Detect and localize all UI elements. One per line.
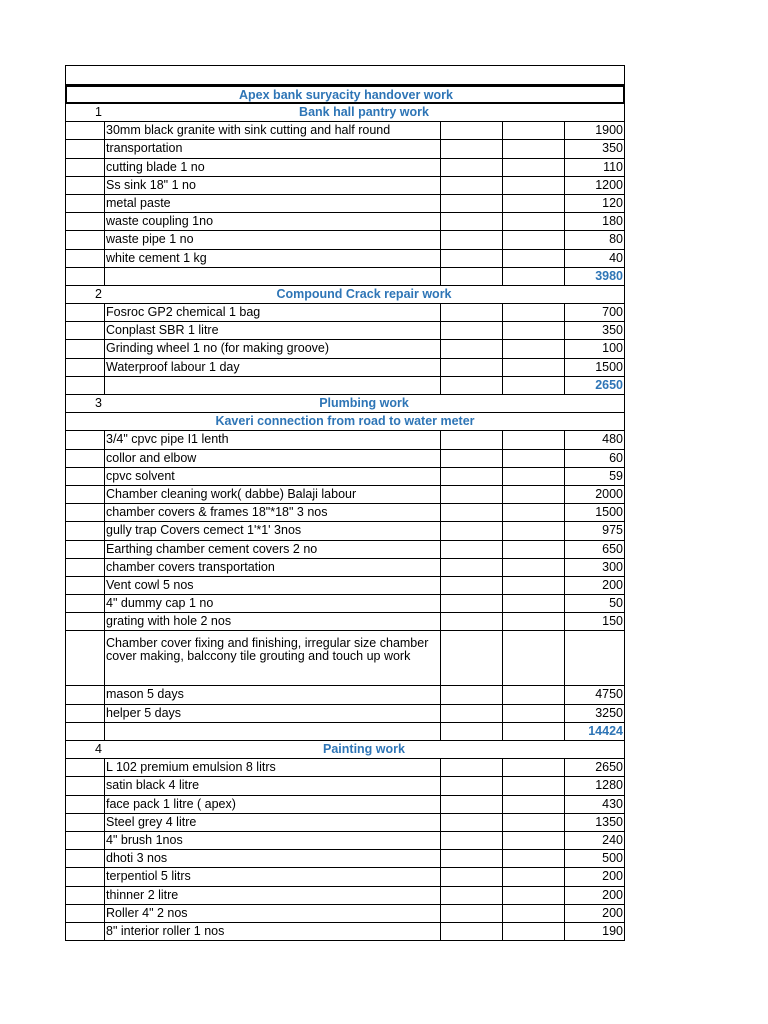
item-amount: 480 [564, 431, 624, 448]
item-qty-cell [440, 504, 502, 521]
item-amount: 240 [564, 832, 624, 849]
item-number-cell [66, 595, 104, 612]
item-amount: 59 [564, 468, 624, 485]
item-qty-cell [440, 486, 502, 503]
item-rate-cell [502, 759, 564, 776]
item-row [65, 250, 625, 268]
total-rate-cell [502, 268, 564, 285]
item-rate-cell [502, 431, 564, 448]
item-rate-cell [502, 868, 564, 885]
total-rate-cell [502, 723, 564, 740]
item-amount: 200 [564, 868, 624, 885]
item-rate-cell [502, 522, 564, 539]
item-qty-cell [440, 686, 502, 703]
item-number-cell [66, 450, 104, 467]
item-row [65, 504, 625, 522]
item-number-cell [66, 796, 104, 813]
item-number-cell [66, 431, 104, 448]
item-amount: 700 [564, 304, 624, 321]
section-title: Bank hall pantry work [299, 105, 429, 119]
item-amount: 120 [564, 195, 624, 212]
item-number-cell [66, 868, 104, 885]
item-row [65, 796, 625, 814]
item-description: Chamber cleaning work( dabbe) Balaji labour [104, 486, 440, 503]
item-number-cell [66, 213, 104, 230]
item-number-cell [66, 814, 104, 831]
item-number-cell [66, 304, 104, 321]
item-description: satin black 4 litre [104, 777, 440, 794]
item-rate-cell [502, 923, 564, 940]
item-row [65, 887, 625, 905]
item-amount: 180 [564, 213, 624, 230]
item-rate-cell [502, 468, 564, 485]
item-number-cell [66, 777, 104, 794]
item-row [65, 686, 625, 704]
item-rate-cell [502, 486, 564, 503]
section-title: Compound Crack repair work [276, 286, 452, 301]
item-description: Fosroc GP2 chemical 1 bag [104, 304, 440, 321]
item-rate-cell [502, 340, 564, 357]
item-qty-cell [440, 250, 502, 267]
item-rate-cell [502, 796, 564, 813]
item-amount: 190 [564, 923, 624, 940]
item-rate-cell [502, 777, 564, 794]
item-number-cell [66, 468, 104, 485]
item-number-cell [66, 195, 104, 212]
item-amount: 350 [564, 140, 624, 157]
item-rate-cell [502, 504, 564, 521]
section-total: 2650 [564, 377, 624, 394]
item-row [65, 613, 625, 631]
item-amount: 500 [564, 850, 624, 867]
item-description: waste coupling 1no [104, 213, 440, 230]
section-number: 2 [95, 286, 102, 301]
section-header-row [65, 104, 625, 122]
item-rate-cell [502, 832, 564, 849]
item-number-cell [66, 140, 104, 157]
item-amount: 150 [564, 613, 624, 630]
item-row [65, 195, 625, 213]
total-label-cell [104, 377, 440, 394]
item-rate-cell [502, 559, 564, 576]
item-row [65, 431, 625, 449]
item-row [65, 814, 625, 832]
section-header-row [65, 395, 625, 413]
item-amount: 1500 [564, 359, 624, 376]
item-rate-cell [502, 195, 564, 212]
section-total-row [65, 377, 625, 395]
item-description: transportation [104, 140, 440, 157]
item-description: Grinding wheel 1 no (for making groove) [104, 340, 440, 357]
item-amount: 110 [564, 159, 624, 176]
total-qty-cell [440, 377, 502, 394]
item-amount: 1280 [564, 777, 624, 794]
item-description: dhoti 3 nos [104, 850, 440, 867]
item-description: 30mm black granite with sink cutting and half round [104, 122, 440, 139]
item-number-cell [66, 122, 104, 139]
item-rate-cell [502, 705, 564, 722]
item-qty-cell [440, 140, 502, 157]
section-title: Painting work [323, 742, 405, 756]
item-qty-cell [440, 850, 502, 867]
item-description: helper 5 days [104, 705, 440, 722]
item-description: Conplast SBR 1 litre [104, 322, 440, 339]
item-qty-cell [440, 468, 502, 485]
item-qty-cell [440, 541, 502, 558]
item-row [65, 595, 625, 613]
item-rate-cell [502, 450, 564, 467]
item-rate-cell [502, 231, 564, 248]
item-qty-cell [440, 522, 502, 539]
item-amount: 100 [564, 340, 624, 357]
item-number-cell [66, 577, 104, 594]
item-description: Chamber cover fixing and finishing, irregular size chamber cover making, balccony tile grouting and touch up work [104, 631, 440, 685]
item-number-cell [66, 686, 104, 703]
section-number: 4 [95, 742, 102, 756]
item-row [65, 759, 625, 777]
item-amount: 300 [564, 559, 624, 576]
item-description: L 102 premium emulsion 8 litrs [104, 759, 440, 776]
total-label-cell [104, 723, 440, 740]
item-amount [564, 631, 624, 685]
item-amount: 1900 [564, 122, 624, 139]
item-row [65, 122, 625, 140]
item-qty-cell [440, 577, 502, 594]
item-rate-cell [502, 304, 564, 321]
item-qty-cell [440, 777, 502, 794]
item-rate-cell [502, 577, 564, 594]
item-number-cell [66, 541, 104, 558]
item-number-cell [66, 887, 104, 904]
item-qty-cell [440, 231, 502, 248]
item-rate-cell [502, 613, 564, 630]
item-qty-cell [440, 122, 502, 139]
section-number: 3 [95, 396, 102, 410]
item-number-cell [66, 359, 104, 376]
item-description: thinner 2 litre [104, 887, 440, 904]
item-row [65, 705, 625, 723]
item-description: 3/4" cpvc pipe I1 lenth [104, 431, 440, 448]
item-number-cell [66, 759, 104, 776]
item-amount: 50 [564, 595, 624, 612]
spreadsheet-table [65, 65, 625, 941]
total-qty-cell [440, 268, 502, 285]
item-description: Vent cowl 5 nos [104, 577, 440, 594]
item-description: Steel grey 4 litre [104, 814, 440, 831]
item-rate-cell [502, 905, 564, 922]
section-header-row [65, 286, 625, 304]
item-amount: 650 [564, 541, 624, 558]
item-amount: 430 [564, 796, 624, 813]
item-qty-cell [440, 868, 502, 885]
item-number-cell [66, 631, 104, 685]
item-rate-cell [502, 595, 564, 612]
item-number-cell [66, 340, 104, 357]
section-total: 3980 [564, 268, 624, 285]
item-amount: 4750 [564, 686, 624, 703]
item-row [65, 522, 625, 540]
item-rate-cell [502, 250, 564, 267]
item-number-cell [66, 159, 104, 176]
item-amount: 975 [564, 522, 624, 539]
item-qty-cell [440, 613, 502, 630]
item-description: Roller 4" 2 nos [104, 905, 440, 922]
item-row [65, 468, 625, 486]
item-qty-cell [440, 887, 502, 904]
total-number-cell [66, 723, 104, 740]
item-rate-cell [502, 631, 564, 685]
item-rate-cell [502, 322, 564, 339]
item-number-cell [66, 905, 104, 922]
item-qty-cell [440, 213, 502, 230]
item-qty-cell [440, 340, 502, 357]
item-row [65, 140, 625, 158]
item-rate-cell [502, 359, 564, 376]
item-description: cpvc solvent [104, 468, 440, 485]
item-qty-cell [440, 923, 502, 940]
item-row [65, 213, 625, 231]
item-qty-cell [440, 450, 502, 467]
item-number-cell [66, 250, 104, 267]
item-qty-cell [440, 832, 502, 849]
item-qty-cell [440, 814, 502, 831]
section-subtitle: Kaveri connection from road to water meter [215, 414, 475, 429]
item-amount: 1500 [564, 504, 624, 521]
total-number-cell [66, 268, 104, 285]
section-total: 14424 [564, 723, 624, 740]
item-description: mason 5 days [104, 686, 440, 703]
item-amount: 200 [564, 887, 624, 904]
item-description: 4" brush 1nos [104, 832, 440, 849]
total-label-cell [104, 268, 440, 285]
item-row [65, 450, 625, 468]
item-rate-cell [502, 887, 564, 904]
item-description: white cement 1 kg [104, 250, 440, 267]
item-description: 8" interior roller 1 nos [104, 923, 440, 940]
item-amount: 1350 [564, 814, 624, 831]
item-description: grating with hole 2 nos [104, 613, 440, 630]
item-row [65, 850, 625, 868]
item-qty-cell [440, 631, 502, 685]
item-description: face pack 1 litre ( apex) [104, 796, 440, 813]
item-amount: 200 [564, 577, 624, 594]
item-description: chamber covers transportation [104, 559, 440, 576]
item-amount: 350 [564, 322, 624, 339]
item-rate-cell [502, 850, 564, 867]
document-title: Apex bank suryacity handover work [239, 88, 453, 102]
item-row [65, 177, 625, 195]
item-row [65, 304, 625, 322]
item-number-cell [66, 322, 104, 339]
section-number: 1 [95, 105, 102, 119]
item-row [65, 777, 625, 795]
item-qty-cell [440, 304, 502, 321]
item-row [65, 359, 625, 377]
item-qty-cell [440, 359, 502, 376]
blank-header-row [65, 65, 625, 85]
item-number-cell [66, 832, 104, 849]
item-amount: 3250 [564, 705, 624, 722]
item-description: waste pipe 1 no [104, 231, 440, 248]
item-qty-cell [440, 159, 502, 176]
item-number-cell [66, 177, 104, 194]
item-rate-cell [502, 177, 564, 194]
item-qty-cell [440, 905, 502, 922]
item-description: metal paste [104, 195, 440, 212]
item-description: gully trap Covers cemect 1'*1' 3nos [104, 522, 440, 539]
item-description: cutting blade 1 no [104, 159, 440, 176]
item-amount: 2000 [564, 486, 624, 503]
item-qty-cell [440, 431, 502, 448]
item-row [65, 559, 625, 577]
item-row [65, 905, 625, 923]
item-qty-cell [440, 705, 502, 722]
item-row [65, 486, 625, 504]
item-row [65, 868, 625, 886]
item-row [65, 541, 625, 559]
total-qty-cell [440, 723, 502, 740]
item-row [65, 159, 625, 177]
item-rate-cell [502, 686, 564, 703]
item-rate-cell [502, 541, 564, 558]
item-number-cell [66, 231, 104, 248]
item-rate-cell [502, 213, 564, 230]
section-total-row [65, 268, 625, 286]
item-number-cell [66, 559, 104, 576]
item-description: terpentiol 5 litrs [104, 868, 440, 885]
section-subtitle-row [65, 413, 625, 431]
item-qty-cell [440, 195, 502, 212]
item-description: Earthing chamber cement covers 2 no [104, 541, 440, 558]
item-rate-cell [502, 122, 564, 139]
item-row [65, 577, 625, 595]
item-row [65, 832, 625, 850]
section-header-row [65, 741, 625, 759]
item-amount: 2650 [564, 759, 624, 776]
item-amount: 40 [564, 250, 624, 267]
item-description: chamber covers & frames 18"*18" 3 nos [104, 504, 440, 521]
item-number-cell [66, 522, 104, 539]
item-rate-cell [502, 814, 564, 831]
item-rate-cell [502, 140, 564, 157]
item-number-cell [66, 705, 104, 722]
item-row [65, 231, 625, 249]
section-title: Plumbing work [319, 396, 409, 410]
item-number-cell [66, 613, 104, 630]
item-qty-cell [440, 796, 502, 813]
section-total-row [65, 723, 625, 741]
document-title-row [65, 85, 625, 104]
item-number-cell [66, 486, 104, 503]
item-row [65, 923, 625, 941]
item-number-cell [66, 923, 104, 940]
item-qty-cell [440, 177, 502, 194]
item-description: collor and elbow [104, 450, 440, 467]
item-qty-cell [440, 322, 502, 339]
total-number-cell [66, 377, 104, 394]
item-amount: 200 [564, 905, 624, 922]
item-amount: 1200 [564, 177, 624, 194]
item-amount: 60 [564, 450, 624, 467]
item-qty-cell [440, 595, 502, 612]
item-description: Waterproof labour 1 day [104, 359, 440, 376]
item-rate-cell [502, 159, 564, 176]
item-row [65, 340, 625, 358]
item-description: Ss sink 18" 1 no [104, 177, 440, 194]
item-row-multiline [65, 631, 625, 686]
item-number-cell [66, 850, 104, 867]
item-number-cell [66, 504, 104, 521]
item-row [65, 322, 625, 340]
total-rate-cell [502, 377, 564, 394]
item-amount: 80 [564, 231, 624, 248]
item-qty-cell [440, 759, 502, 776]
item-qty-cell [440, 559, 502, 576]
item-description: 4" dummy cap 1 no [104, 595, 440, 612]
